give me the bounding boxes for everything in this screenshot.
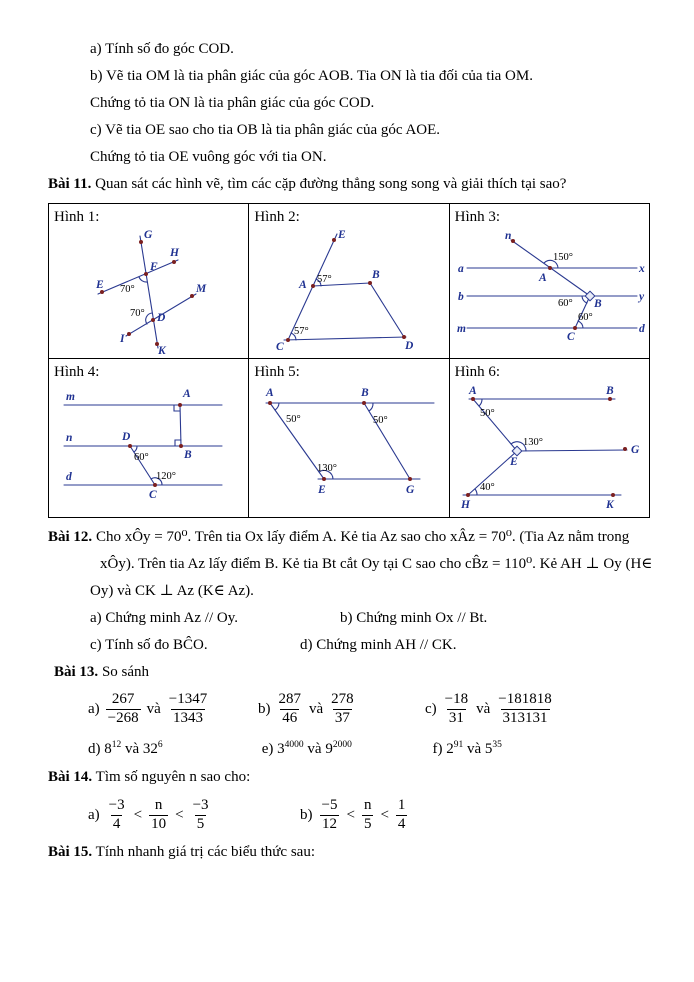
fraction	[277, 691, 304, 727]
less-than-sign: <	[175, 806, 184, 823]
point-label: D	[122, 431, 131, 443]
item-prefix: d)	[88, 741, 101, 757]
intro-line-b2: Chứng tỏ tia ON là tia phân giác của góc COD.	[90, 95, 375, 111]
bai11-heading	[48, 171, 650, 198]
point-label: m	[66, 391, 75, 403]
point-label: A	[266, 387, 274, 399]
fraction-denominator: 31	[448, 709, 464, 726]
intro-line-c: c) Vẽ tia OE sao cho tia OB là tia phân giác của góc AOE.	[90, 122, 441, 138]
bai14-text: Tìm số nguyên n sao cho:	[95, 769, 251, 785]
point-label: B	[372, 269, 380, 281]
item-prefix: b)	[300, 806, 313, 823]
point-label: M	[196, 283, 207, 295]
point-label: E	[318, 484, 326, 496]
fraction-numerator: 287	[278, 691, 301, 708]
fraction-numerator: −18	[444, 691, 469, 708]
hinh5-figure	[254, 383, 446, 515]
and-word: và	[467, 741, 482, 757]
fraction	[329, 691, 356, 727]
fraction-denominator: 313131	[502, 709, 548, 726]
angle-label: 50°	[373, 415, 389, 426]
point-label: a	[457, 263, 464, 275]
hinh1-figure	[54, 228, 246, 356]
angle-label: 57°	[294, 326, 310, 337]
hinh5-cell	[249, 359, 449, 518]
fraction-denominator: 46	[282, 709, 298, 726]
power-base: 3	[277, 741, 285, 757]
point-label: G	[630, 444, 639, 456]
bai13-heading	[54, 659, 650, 686]
angle-label: 50°	[479, 408, 495, 419]
fraction-denominator: 5	[363, 815, 372, 832]
bai13-item-f	[433, 734, 603, 764]
fraction-denominator: 1343	[173, 709, 204, 726]
power-exponent: 35	[492, 740, 502, 750]
fraction-numerator: n	[363, 797, 372, 814]
point-label: G	[144, 229, 153, 241]
fraction	[106, 691, 141, 727]
point-label: x	[638, 263, 645, 275]
bai13-item-d	[88, 734, 258, 764]
fraction-denominator: 5	[196, 815, 205, 832]
bai12-part-b: b) Chứng minh Ox // Bt.	[340, 610, 488, 626]
fraction	[191, 797, 211, 833]
bai12-line-1	[48, 524, 650, 551]
power-exponent: 6	[157, 740, 163, 750]
hinh6-cell	[449, 359, 649, 518]
angle-label: 130°	[522, 437, 543, 448]
angle-label: 150°	[552, 252, 573, 263]
point-label: A	[538, 272, 547, 284]
fraction	[320, 797, 340, 833]
power-base: 2	[446, 741, 454, 757]
point-label: d	[66, 471, 72, 483]
angle-label: 120°	[156, 471, 176, 482]
fraction	[362, 797, 374, 833]
bai13-item-b	[258, 691, 425, 727]
point-label: y	[638, 291, 644, 303]
fraction	[149, 797, 168, 833]
bai12-part-c: c) Tính số đo BĈO.	[90, 637, 208, 653]
power-base: 9	[325, 741, 333, 757]
point-label: K	[158, 345, 166, 356]
bai13-item-c	[425, 691, 595, 727]
less-than-sign: <	[380, 806, 389, 823]
fraction-denominator: 10	[151, 815, 167, 832]
and-word: và	[309, 700, 324, 717]
bai11-text: Quan sát các hình vẽ, tìm các cặp đường thẳng song song và giải thích tại sao?	[95, 176, 567, 192]
less-than-sign: <	[346, 806, 355, 823]
and-word: và	[307, 741, 322, 757]
hinh6-title: Hình 6:	[454, 364, 501, 380]
hinh5-title: Hình 5:	[254, 364, 300, 380]
bai15-label: Bài 15.	[48, 844, 93, 860]
bai13-text: So sánh	[101, 664, 150, 680]
fraction	[107, 797, 127, 833]
point-label: A	[299, 279, 307, 291]
fraction-numerator: −5	[321, 797, 338, 814]
fraction	[496, 691, 553, 727]
hinh4-cell	[49, 359, 249, 518]
angle-label: 40°	[479, 482, 495, 493]
power-exponent: 2000	[332, 740, 352, 750]
hinh2-figure	[254, 228, 446, 356]
power-exponent: 12	[111, 740, 122, 750]
hinh6-figure	[455, 383, 647, 515]
fraction-numerator: −181818	[498, 691, 552, 708]
fraction-numerator: −3	[108, 797, 125, 814]
bai11-label: Bài 11.	[48, 176, 92, 192]
fraction	[396, 797, 408, 833]
point-label: A	[468, 385, 477, 397]
point-label: H	[460, 499, 470, 511]
angle-label: 130°	[317, 463, 338, 474]
item-prefix: a)	[88, 700, 100, 717]
hinh2-title: Hình 2:	[254, 209, 300, 225]
hinh4-figure	[54, 383, 246, 515]
intro-line-b: b) Vẽ tia OM là tia phân giác của góc AOB. Tia ON là tia đối của tia OM.	[90, 68, 533, 84]
point-label: b	[457, 291, 464, 303]
fraction-denominator: 12	[321, 815, 337, 832]
fraction-denominator: 37	[334, 709, 350, 726]
hinh4-title: Hình 4:	[54, 364, 100, 380]
and-word: và	[146, 700, 161, 717]
fraction-numerator: 1	[397, 797, 406, 814]
point-label: n	[504, 230, 512, 242]
point-label: A	[183, 388, 191, 400]
hinh1-cell	[49, 204, 249, 359]
point-label: B	[593, 298, 602, 310]
bai14-item-b	[300, 797, 407, 833]
angle-label: 60°	[134, 452, 149, 463]
fraction-numerator: −1347	[168, 691, 208, 708]
bai13-power-row	[88, 734, 650, 764]
bai15-heading	[48, 839, 650, 866]
item-prefix: b)	[258, 700, 271, 717]
point-label: H	[170, 247, 179, 259]
item-prefix: e)	[261, 741, 274, 757]
bai15-text: Tính nhanh giá trị các biểu thức sau:	[95, 844, 315, 860]
bai14-label: Bài 14.	[48, 769, 93, 785]
fraction	[443, 691, 470, 727]
fraction-numerator: −3	[192, 797, 209, 814]
bai13-label: Bài 13.	[54, 664, 99, 680]
fraction-denominator: 4	[397, 815, 406, 832]
hinh3-figure	[455, 228, 647, 356]
power-base: 32	[142, 741, 158, 757]
and-word: và	[476, 700, 491, 717]
point-label: I	[120, 333, 125, 345]
fraction-numerator: 278	[331, 691, 354, 708]
point-label: E	[96, 279, 104, 291]
point-label: F	[150, 261, 158, 273]
point-label: D	[157, 312, 166, 324]
intro-line-a: a) Tính số đo góc COD.	[90, 41, 234, 57]
angle-label: 60°	[577, 312, 593, 323]
bai14-row	[88, 791, 650, 839]
hinh1-title: Hình 1:	[54, 209, 100, 225]
angle-label: 70°	[130, 308, 145, 319]
bai12-part-d: d) Chứng minh AH // CK.	[300, 637, 457, 653]
fraction-numerator: 267	[111, 691, 135, 708]
fraction-numerator: n	[154, 797, 163, 814]
point-label: C	[276, 341, 284, 353]
item-prefix: c)	[425, 700, 437, 717]
bai13-item-e	[262, 734, 429, 764]
point-label: E	[509, 456, 518, 468]
bai12-block	[48, 524, 653, 659]
power-base: 5	[484, 741, 493, 757]
fraction-denominator: −268	[107, 709, 139, 726]
point-label: B	[361, 387, 369, 399]
point-label: n	[66, 432, 73, 444]
power-exponent: 91	[453, 740, 464, 750]
bai14-item-a	[88, 797, 300, 833]
angle-label: 50°	[286, 414, 302, 425]
item-prefix: f)	[432, 741, 443, 757]
bai12-parts-row-2	[90, 632, 650, 659]
point-label: B	[184, 449, 192, 461]
angle-label: 57°	[317, 274, 333, 285]
point-label: E	[338, 229, 346, 241]
bai13-fraction-row	[88, 686, 650, 732]
bai13-item-a	[88, 691, 258, 727]
bai12-line-3: Oy) và CK ⊥ Az (K∈ Az).	[90, 583, 254, 599]
fraction-denominator: 4	[112, 815, 121, 832]
bai14-heading	[48, 764, 650, 791]
bai12-text-1: Cho xÔy = 70⁰. Trên tia Ox lấy điểm A. Kẻ tia Az sao cho xÂz = 70⁰. (Tia Az nằm trong	[95, 529, 630, 545]
hinh3-cell	[449, 204, 649, 359]
power-exponent: 4000	[284, 740, 304, 750]
intro-line-c2: Chứng tỏ tia OE vuông góc với tia ON.	[90, 149, 327, 165]
intro-block	[90, 36, 650, 171]
power-base: 8	[104, 741, 112, 757]
hinh3-title: Hình 3:	[454, 209, 501, 225]
bai12-part-a: a) Chứng minh Az // Oy.	[90, 610, 238, 626]
point-label: C	[149, 489, 157, 501]
point-label: G	[406, 484, 415, 496]
point-label: D	[405, 340, 414, 352]
item-prefix: a)	[88, 806, 100, 823]
angle-label: 70°	[120, 284, 135, 295]
and-word: và	[125, 741, 140, 757]
bai12-parts-row-1	[90, 605, 650, 632]
point-label: K	[605, 499, 614, 511]
point-label: C	[566, 331, 575, 343]
hinh2-cell	[249, 204, 449, 359]
less-than-sign: <	[133, 806, 143, 823]
point-label: m	[456, 323, 466, 335]
fraction	[167, 691, 209, 727]
figures-table	[48, 203, 650, 518]
bai12-line-2: xÔy). Trên tia Az lấy điểm B. Kẻ tia Bt cắt Oy tại C sao cho cB̂z = 110⁰. Kẻ AH ⊥ Oy (H∈	[100, 556, 653, 572]
angle-label: 60°	[557, 298, 573, 309]
point-label: B	[605, 385, 614, 397]
point-label: d	[638, 323, 645, 335]
bai12-label: Bài 12.	[48, 529, 93, 545]
